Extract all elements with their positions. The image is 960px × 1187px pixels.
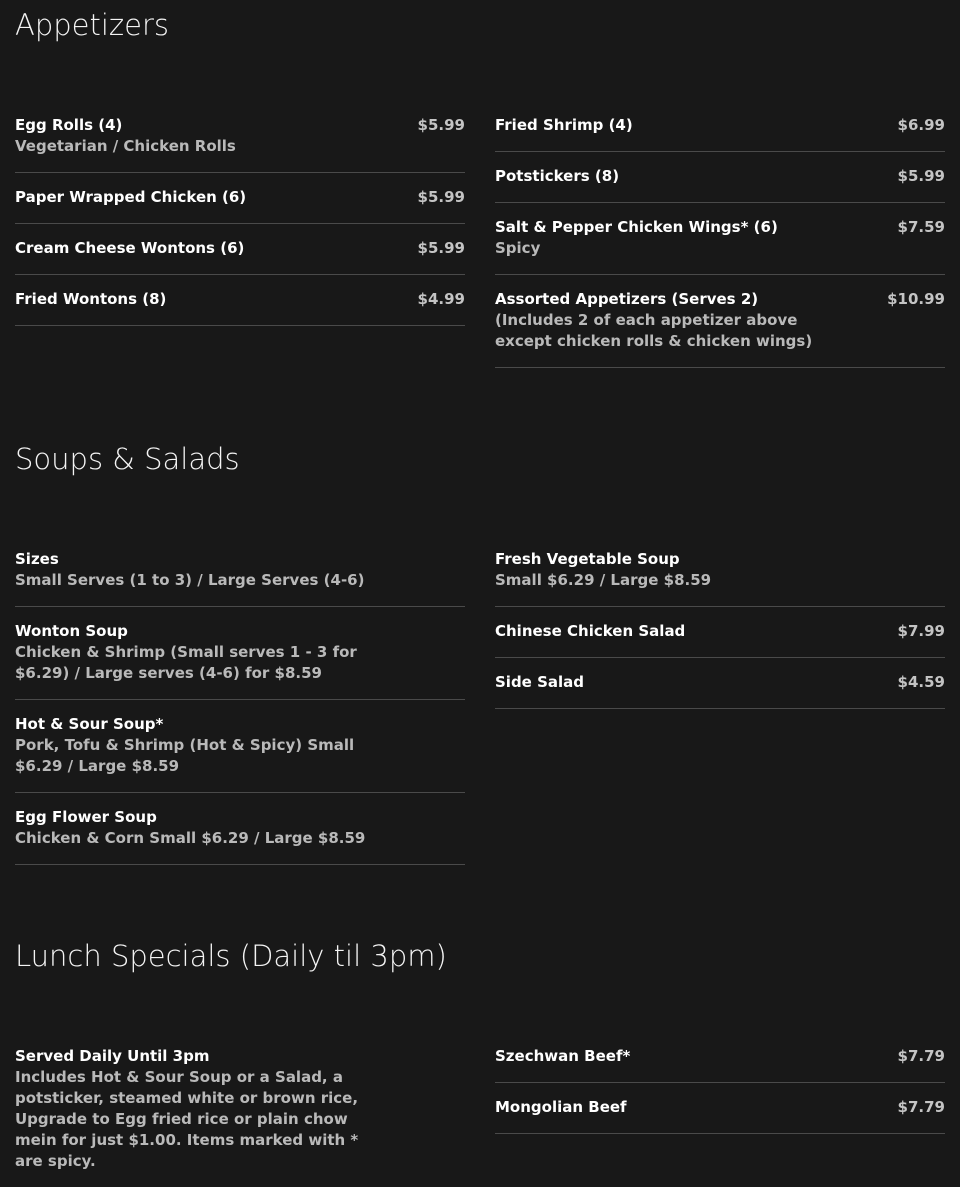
- item-description: Chicken & Corn Small $6.29 / Large $8.59: [15, 829, 366, 847]
- item-price: $7.79: [897, 1098, 945, 1116]
- section-title-appetizers: Appetizers: [15, 8, 170, 42]
- item-price: $5.99: [897, 167, 945, 185]
- item-price: $5.99: [417, 188, 465, 206]
- item-name: Paper Wrapped Chicken (6): [15, 188, 247, 206]
- item-name: Sizes: [15, 550, 59, 568]
- item-name: Assorted Appetizers (Serves 2): [495, 290, 759, 308]
- menu-item: [495, 275, 945, 368]
- item-price: $5.99: [417, 116, 465, 134]
- menu-item: [15, 549, 465, 607]
- item-description: Chicken & Shrimp (Small serves 1 - 3 for $6.29) / Large serves (4-6) for $8.59: [15, 643, 357, 682]
- menu-item: [15, 607, 465, 700]
- item-price: $7.59: [897, 218, 945, 236]
- section-title-lunch-specials: Lunch Specials (Daily til 3pm): [15, 939, 447, 973]
- menu-item: [495, 115, 945, 152]
- item-name: Salt & Pepper Chicken Wings* (6): [495, 218, 778, 236]
- item-name: Fried Shrimp (4): [495, 116, 633, 134]
- item-description: Small $6.29 / Large $8.59: [495, 571, 712, 589]
- item-description: Includes Hot & Sour Soup or a Salad, a potsticker, steamed white or brown rice, Upgrade to Egg fried rice or plain chow mein for just $1.00. Items marked with * are spicy.: [15, 1068, 359, 1170]
- menu-item: [15, 1046, 465, 1187]
- item-name: Egg Flower Soup: [15, 808, 157, 826]
- item-name: Szechwan Beef*: [495, 1047, 631, 1065]
- item-description: (Includes 2 of each appetizer above except chicken rolls & chicken wings): [495, 311, 813, 350]
- menu-item: [495, 549, 945, 607]
- menu-item: [495, 607, 945, 658]
- item-price: $7.99: [897, 622, 945, 640]
- menu-item: [495, 1083, 945, 1134]
- item-name: Potstickers (8): [495, 167, 620, 185]
- section-title-soups-salads: Soups & Salads: [15, 442, 240, 476]
- item-price: $4.99: [417, 290, 465, 308]
- menu-item: [495, 1046, 945, 1083]
- menu-item: [15, 793, 465, 865]
- item-name: Wonton Soup: [15, 622, 128, 640]
- menu-item: [495, 658, 945, 709]
- item-description: Small Serves (1 to 3) / Large Serves (4-6): [15, 571, 365, 589]
- item-price: $4.59: [897, 673, 945, 691]
- soups-left-column: [15, 549, 465, 865]
- item-price: $6.99: [897, 116, 945, 134]
- item-name: Mongolian Beef: [495, 1098, 627, 1116]
- soups-right-column: [495, 549, 945, 709]
- menu-item: [15, 173, 465, 224]
- item-description: Spicy: [495, 239, 541, 257]
- item-name: Chinese Chicken Salad: [495, 622, 686, 640]
- menu-item: [15, 224, 465, 275]
- menu-item: [495, 152, 945, 203]
- item-description: Vegetarian / Chicken Rolls: [15, 137, 236, 155]
- item-name: Fresh Vegetable Soup: [495, 550, 680, 568]
- item-name: Fried Wontons (8): [15, 290, 167, 308]
- menu-item: [15, 115, 465, 173]
- item-price: $10.99: [887, 290, 945, 308]
- item-name: Side Salad: [495, 673, 585, 691]
- appetizers-left-column: [15, 115, 465, 326]
- item-name: Hot & Sour Soup*: [15, 715, 164, 733]
- item-name: Egg Rolls (4): [15, 116, 123, 134]
- appetizers-right-column: [495, 115, 945, 368]
- item-price: $7.79: [897, 1047, 945, 1065]
- item-name: Served Daily Until 3pm: [15, 1047, 210, 1065]
- menu-item: [15, 275, 465, 326]
- lunch-right-column: [495, 1046, 945, 1134]
- item-name: Cream Cheese Wontons (6): [15, 239, 245, 257]
- item-price: $5.99: [417, 239, 465, 257]
- menu-item: [15, 700, 465, 793]
- lunch-left-column: [15, 1046, 465, 1187]
- item-description: Pork, Tofu & Shrimp (Hot & Spicy) Small $6.29 / Large $8.59: [15, 736, 355, 775]
- menu-item: [495, 203, 945, 275]
